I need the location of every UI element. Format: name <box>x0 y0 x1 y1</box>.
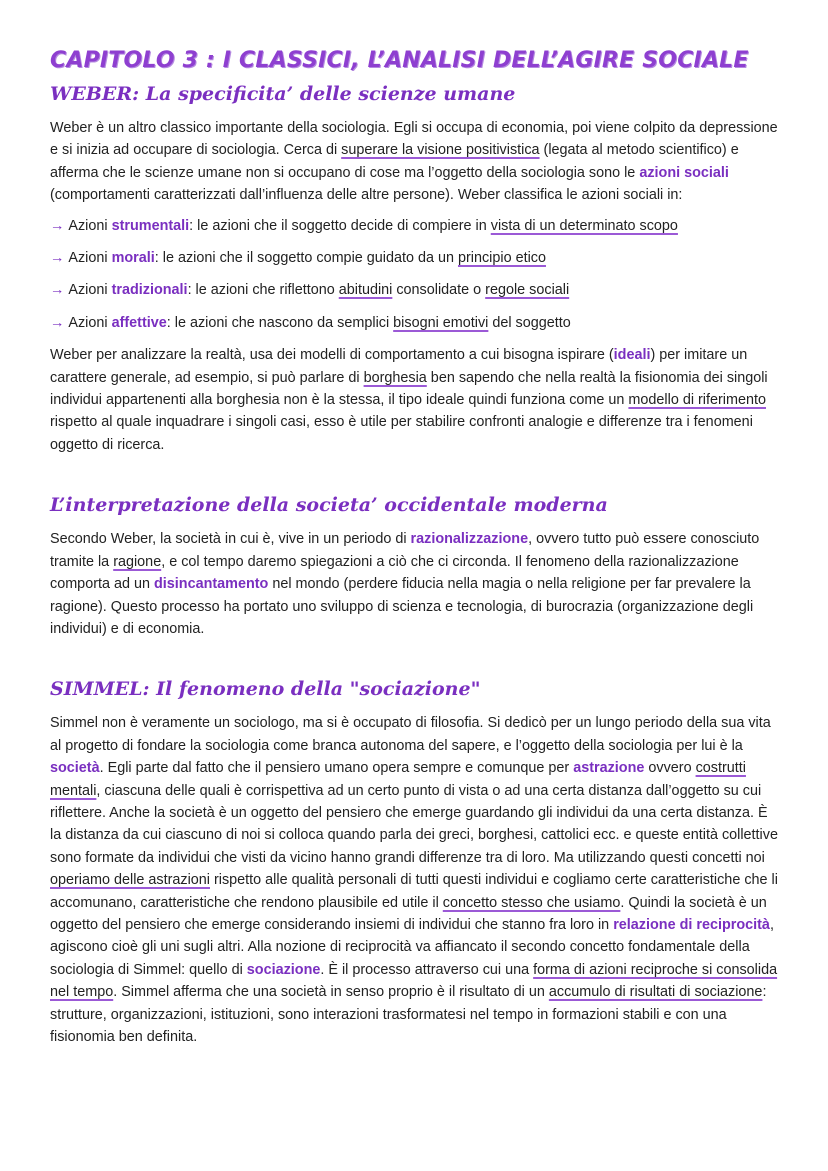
underlined-term: operiamo delle astrazioni <box>50 872 210 889</box>
text-run: : strutture, organizzazioni, istituzioni, sono interazioni trasformatesi nel tempo in formazioni stabili e con una fisionomia ben definita. <box>50 984 767 1045</box>
section-title-western-society: L’interpretazione della societa’ occidentale moderna <box>50 494 608 517</box>
text-run: nel mondo (perdere fiducia nella magia o nella religione per far prevalere la ragione). Questo processo ha portato uno sviluppo di scienza e tecnologia, di burocrazia (organizzazione degli individui) e di economia. <box>50 576 754 637</box>
underlined-term: borghesia <box>363 369 427 386</box>
text-run: ovvero <box>644 760 696 777</box>
highlighted-term: tradizionali <box>111 282 188 299</box>
text-run: del soggetto <box>488 314 571 331</box>
text-run: . Egli parte dal fatto che il pensiero umano opera sempre e comunque per <box>99 760 574 777</box>
list-item <box>50 247 780 269</box>
rationalization-paragraph <box>50 528 780 640</box>
highlighted-term: azioni sociali <box>639 164 729 181</box>
underlined-term: ragione <box>113 553 162 570</box>
text-run: ben sapendo che nella realtà la fisionomia dei singoli individui appartenenti alla borghesia non è la stessa, il tipo ideale quindi funziona come un <box>50 369 768 409</box>
section-title-weber: WEBER: La specificita’ delle scienze umane <box>50 83 516 105</box>
underlined-term: forma di azioni reciproche si consolida nel tempo <box>50 961 778 1001</box>
text-run: rispetto alle qualità personali di tutti questi individui e cogliamo certe caratteristiche che li accomunano, caratteristiche che rendono plausibile ed utile il <box>50 872 778 911</box>
arrow-right-icon: → <box>50 250 65 267</box>
text-run: (comportamenti caratterizzati dall’influenza delle altre persone). Weber classifica le azioni sociali in: <box>50 187 683 204</box>
arrow-right-icon: → <box>50 217 65 234</box>
text-run: rispetto al quale inquadrare i singoli casi, esso è utile per stabilire confronti analogie e differenze tra i fenomeni oggetto di ricerca. <box>50 414 753 453</box>
simmel-paragraph <box>50 712 780 1048</box>
underlined-term: concetto stesso che usiamo <box>442 894 621 911</box>
underlined-term: accumulo di risultati di sociazione <box>548 984 763 1001</box>
text-run: Azioni <box>68 250 112 267</box>
chapter-title: CAPITOLO 3 : I CLASSICI, L’ANALISI DELL’AGIRE SOCIALE <box>50 48 749 73</box>
text-run: , ciascuna delle quali è corrispettiva ad un certo punto di vista o ad una certa distanza dall’oggetto su cui riflettere. Anche la società è un oggetto del pensiero che emerge guardando gli individui da una certa distanza. È la distanza da cui ciascuno di noi si colloca quando parla dei greci, borghesi, cattolici ecc. e queste entità collettive sono formate da individui che visti da vicino hanno grandi differenze tra di loro. Ma utilizzando questi concetti noi <box>50 782 778 866</box>
text-run: . Quindi la società è un oggetto del pensiero che emerge considerando insiemi di individui che stanno fra loro in <box>50 894 767 933</box>
text-run: . Simmel afferma che una società in senso proprio è il risultato di un <box>113 984 549 1001</box>
underlined-term: abitudini <box>338 282 393 299</box>
text-run: Weber per analizzare la realtà, usa dei modelli di comportamento a cui bisogna ispirare ( <box>50 347 614 364</box>
text-run: : le azioni che nascono da semplici <box>166 314 394 331</box>
underlined-term: regole sociali <box>485 282 570 299</box>
underlined-term: vista di un determinato scopo <box>490 217 678 234</box>
text-run: . È il processo attraverso cui una <box>320 961 534 978</box>
highlighted-term: società <box>50 760 100 777</box>
highlighted-term: strumentali <box>111 217 190 234</box>
section-spacer <box>50 648 780 678</box>
text-run: Azioni <box>68 217 112 234</box>
highlighted-term: ideali <box>613 347 651 364</box>
social-actions-list <box>50 215 780 335</box>
weber-intro-paragraph <box>50 117 780 207</box>
highlighted-term: astrazione <box>573 760 645 777</box>
list-item <box>50 279 780 301</box>
text-run: Azioni <box>68 282 112 299</box>
underlined-term: modello di riferimento <box>628 392 766 409</box>
text-run: , agiscono cioè gli uni sugli altri. Alla nozione di reciprocità va affiancato il secondo concetto fondamentale della sociologia di Simmel: quello di <box>50 916 774 978</box>
arrow-right-icon: → <box>50 282 65 299</box>
text-run: Weber è un altro classico importante della sociologia. Egli si occupa di economia, poi viene colpito da depressione e si inizia ad occupare di sociologia. Cerca di <box>50 120 778 159</box>
text-run: (legata al metodo scientifico) e afferma che le scienze umane non si occupano di cose ma l’oggetto della sociologia sono le <box>50 142 739 181</box>
text-run: consolidate o <box>392 282 486 299</box>
highlighted-term: affettive <box>111 314 167 331</box>
text-run: ) per imitare un carattere generale, ad esempio, si può parlare di <box>50 347 748 386</box>
section-spacer <box>50 464 780 494</box>
highlighted-term: disincantamento <box>154 576 269 593</box>
text-run: : le azioni che riflettono <box>187 282 339 299</box>
section-title-simmel: SIMMEL: Il fenomeno della "sociazione" <box>50 678 481 701</box>
highlighted-term: relazione di reciprocità <box>613 916 770 933</box>
text-run: Secondo Weber, la società in cui è, vive in un periodo di <box>50 531 411 548</box>
underlined-term: costrutti mentali <box>50 760 746 799</box>
list-item <box>50 215 780 237</box>
underlined-term: superare la visione positivistica <box>341 142 540 159</box>
text-run: , ovvero tutto può essere conosciuto tramite la <box>50 531 760 570</box>
weber-ideal-type-paragraph <box>50 344 780 456</box>
text-run: Azioni <box>68 314 112 331</box>
text-run: , e col tempo daremo spiegazioni a ciò che ci circonda. Il fenomeno della razionalizzazione comporta ad un <box>50 553 739 593</box>
arrow-right-icon: → <box>50 314 65 331</box>
highlighted-term: razionalizzazione <box>410 531 529 548</box>
underlined-term: principio etico <box>457 250 546 267</box>
underlined-term: bisogni emotivi <box>393 314 489 331</box>
text-run: : le azioni che il soggetto decide di compiere in <box>189 217 491 234</box>
text-run: Simmel non è veramente un sociologo, ma si è occupato di filosofia. Si dedicò per un lungo periodo della sua vita al progetto di fondare la sociologia come branca autonoma del sapere, e l’oggetto della sociologia per lui è la <box>50 715 771 754</box>
highlighted-term: morali <box>111 250 155 267</box>
highlighted-term: sociazione <box>246 961 321 978</box>
list-item <box>50 312 780 334</box>
text-run: : le azioni che il soggetto compie guidato da un <box>154 250 458 267</box>
